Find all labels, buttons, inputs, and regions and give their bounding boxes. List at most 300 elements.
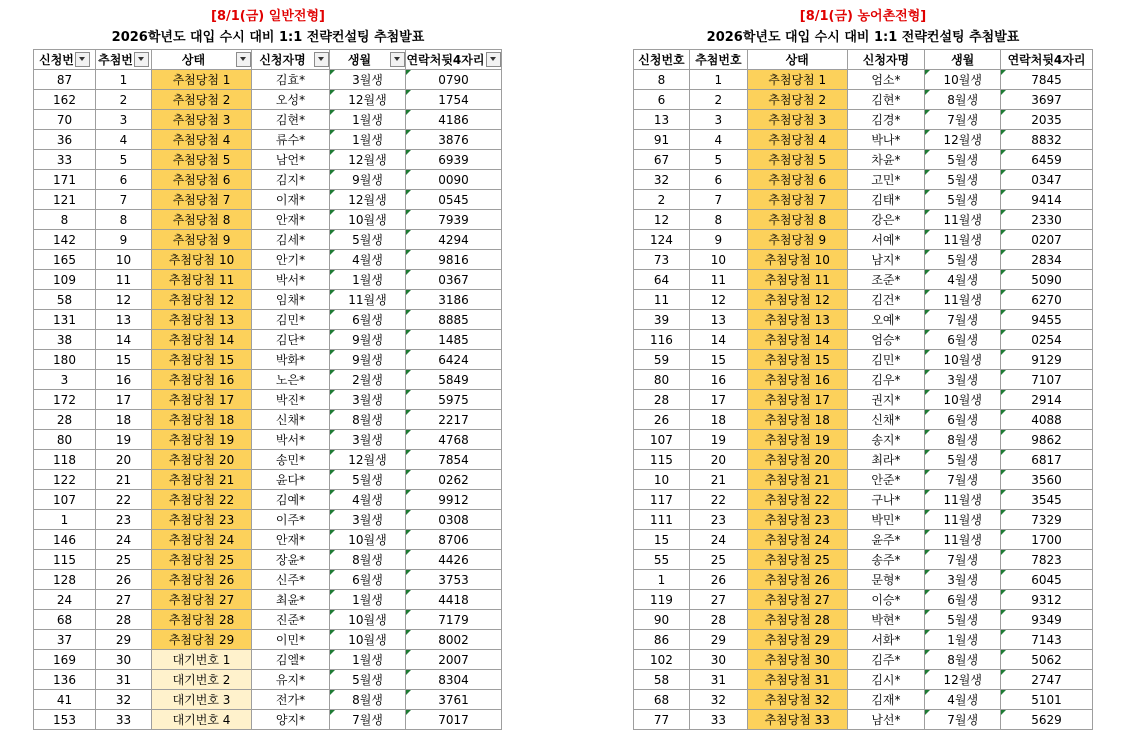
col-header[interactable]: 신청자명 — [252, 50, 330, 70]
birth-month-cell[interactable]: 10월생 — [925, 70, 1001, 90]
draw-no-cell[interactable]: 30 — [96, 650, 152, 670]
draw-no-cell[interactable]: 31 — [96, 670, 152, 690]
apply-no-cell[interactable]: 115 — [634, 450, 690, 470]
phone-last4-cell[interactable]: 5629 — [1001, 710, 1093, 730]
birth-month-cell[interactable]: 10월생 — [330, 530, 406, 550]
status-cell[interactable]: 추첨당첨 3 — [747, 110, 847, 130]
birth-month-cell[interactable]: 3월생 — [925, 570, 1001, 590]
phone-last4-cell[interactable]: 5849 — [406, 370, 502, 390]
applicant-name-cell[interactable]: 김민* — [847, 350, 925, 370]
draw-no-cell[interactable]: 19 — [689, 430, 747, 450]
status-cell[interactable]: 대기번호 3 — [152, 690, 252, 710]
birth-month-cell[interactable]: 7월생 — [925, 110, 1001, 130]
draw-no-cell[interactable]: 6 — [689, 170, 747, 190]
filter-dropdown-icon[interactable] — [390, 52, 405, 67]
phone-last4-cell[interactable]: 4088 — [1001, 410, 1093, 430]
applicant-name-cell[interactable]: 최라* — [847, 450, 925, 470]
filter-dropdown-icon[interactable] — [486, 52, 501, 67]
status-cell[interactable]: 추첨당첨 15 — [152, 350, 252, 370]
apply-no-cell[interactable]: 122 — [34, 470, 96, 490]
apply-no-cell[interactable]: 15 — [634, 530, 690, 550]
status-cell[interactable]: 추첨당첨 20 — [747, 450, 847, 470]
apply-no-cell[interactable]: 2 — [634, 190, 690, 210]
status-cell[interactable]: 추첨당첨 13 — [152, 310, 252, 330]
birth-month-cell[interactable]: 1월생 — [330, 110, 406, 130]
status-cell[interactable]: 추첨당첨 5 — [747, 150, 847, 170]
birth-month-cell[interactable]: 5월생 — [925, 450, 1001, 470]
status-cell[interactable]: 추첨당첨 21 — [747, 470, 847, 490]
apply-no-cell[interactable]: 33 — [34, 150, 96, 170]
status-cell[interactable]: 추첨당첨 9 — [152, 230, 252, 250]
applicant-name-cell[interactable]: 전가* — [252, 690, 330, 710]
draw-no-cell[interactable]: 20 — [689, 450, 747, 470]
apply-no-cell[interactable]: 107 — [634, 430, 690, 450]
status-cell[interactable]: 추첨당첨 7 — [747, 190, 847, 210]
birth-month-cell[interactable]: 3월생 — [330, 510, 406, 530]
draw-no-cell[interactable]: 25 — [96, 550, 152, 570]
draw-no-cell[interactable]: 23 — [689, 510, 747, 530]
applicant-name-cell[interactable]: 노은* — [252, 370, 330, 390]
status-cell[interactable]: 추첨당첨 4 — [152, 130, 252, 150]
applicant-name-cell[interactable]: 송주* — [847, 550, 925, 570]
apply-no-cell[interactable]: 86 — [634, 630, 690, 650]
phone-last4-cell[interactable]: 8304 — [406, 670, 502, 690]
apply-no-cell[interactable]: 68 — [634, 690, 690, 710]
sort-filter-icon[interactable] — [134, 52, 149, 67]
draw-no-cell[interactable]: 18 — [96, 410, 152, 430]
birth-month-cell[interactable]: 12월생 — [925, 130, 1001, 150]
apply-no-cell[interactable]: 8 — [634, 70, 690, 90]
birth-month-cell[interactable]: 10월생 — [925, 390, 1001, 410]
apply-no-cell[interactable]: 165 — [34, 250, 96, 270]
phone-last4-cell[interactable]: 9455 — [1001, 310, 1093, 330]
draw-no-cell[interactable]: 1 — [689, 70, 747, 90]
status-cell[interactable]: 추첨당첨 18 — [152, 410, 252, 430]
applicant-name-cell[interactable]: 강은* — [847, 210, 925, 230]
status-cell[interactable]: 추첨당첨 16 — [152, 370, 252, 390]
draw-no-cell[interactable]: 26 — [689, 570, 747, 590]
applicant-name-cell[interactable]: 박진* — [252, 390, 330, 410]
col-header[interactable]: 상태 — [152, 50, 252, 70]
birth-month-cell[interactable]: 10월생 — [330, 210, 406, 230]
draw-no-cell[interactable]: 22 — [689, 490, 747, 510]
draw-no-cell[interactable]: 19 — [96, 430, 152, 450]
apply-no-cell[interactable]: 3 — [34, 370, 96, 390]
draw-no-cell[interactable]: 26 — [96, 570, 152, 590]
status-cell[interactable]: 추첨당첨 3 — [152, 110, 252, 130]
phone-last4-cell[interactable]: 6459 — [1001, 150, 1093, 170]
status-cell[interactable]: 추첨당첨 8 — [747, 210, 847, 230]
status-cell[interactable]: 추첨당첨 7 — [152, 190, 252, 210]
phone-last4-cell[interactable]: 8706 — [406, 530, 502, 550]
phone-last4-cell[interactable]: 1700 — [1001, 530, 1093, 550]
status-cell[interactable]: 추첨당첨 5 — [152, 150, 252, 170]
applicant-name-cell[interactable]: 김재* — [847, 690, 925, 710]
applicant-name-cell[interactable]: 유지* — [252, 670, 330, 690]
col-header[interactable]: 연락처뒷4자리 — [406, 50, 502, 70]
phone-last4-cell[interactable]: 7179 — [406, 610, 502, 630]
applicant-name-cell[interactable]: 윤주* — [847, 530, 925, 550]
phone-last4-cell[interactable]: 7143 — [1001, 630, 1093, 650]
draw-no-cell[interactable]: 2 — [96, 90, 152, 110]
birth-month-cell[interactable]: 6월생 — [925, 330, 1001, 350]
birth-month-cell[interactable]: 6월생 — [330, 310, 406, 330]
status-cell[interactable]: 추첨당첨 4 — [747, 130, 847, 150]
birth-month-cell[interactable]: 5월생 — [925, 250, 1001, 270]
status-cell[interactable]: 추첨당첨 23 — [747, 510, 847, 530]
status-cell[interactable]: 추첨당첨 22 — [152, 490, 252, 510]
applicant-name-cell[interactable]: 서예* — [847, 230, 925, 250]
birth-month-cell[interactable]: 1월생 — [925, 630, 1001, 650]
status-cell[interactable]: 추첨당첨 26 — [747, 570, 847, 590]
status-cell[interactable]: 추첨당첨 25 — [747, 550, 847, 570]
birth-month-cell[interactable]: 1월생 — [330, 270, 406, 290]
status-cell[interactable]: 추첨당첨 33 — [747, 710, 847, 730]
applicant-name-cell[interactable]: 안재* — [252, 210, 330, 230]
phone-last4-cell[interactable]: 6817 — [1001, 450, 1093, 470]
status-cell[interactable]: 추첨당첨 14 — [152, 330, 252, 350]
birth-month-cell[interactable]: 12월생 — [330, 90, 406, 110]
status-cell[interactable]: 추첨당첨 11 — [152, 270, 252, 290]
phone-last4-cell[interactable]: 3545 — [1001, 490, 1093, 510]
draw-no-cell[interactable]: 10 — [689, 250, 747, 270]
apply-no-cell[interactable]: 28 — [34, 410, 96, 430]
birth-month-cell[interactable]: 1월생 — [330, 590, 406, 610]
apply-no-cell[interactable]: 36 — [34, 130, 96, 150]
status-cell[interactable]: 추첨당첨 19 — [152, 430, 252, 450]
birth-month-cell[interactable]: 8월생 — [330, 690, 406, 710]
birth-month-cell[interactable]: 11월생 — [925, 210, 1001, 230]
phone-last4-cell[interactable]: 7854 — [406, 450, 502, 470]
draw-no-cell[interactable]: 4 — [96, 130, 152, 150]
phone-last4-cell[interactable]: 0308 — [406, 510, 502, 530]
draw-no-cell[interactable]: 27 — [689, 590, 747, 610]
apply-no-cell[interactable]: 1 — [634, 570, 690, 590]
applicant-name-cell[interactable]: 문형* — [847, 570, 925, 590]
draw-no-cell[interactable]: 17 — [96, 390, 152, 410]
apply-no-cell[interactable]: 77 — [634, 710, 690, 730]
phone-last4-cell[interactable]: 8832 — [1001, 130, 1093, 150]
applicant-name-cell[interactable]: 이주* — [252, 510, 330, 530]
status-cell[interactable]: 추첨당첨 28 — [747, 610, 847, 630]
status-cell[interactable]: 추첨당첨 12 — [747, 290, 847, 310]
applicant-name-cell[interactable]: 안준* — [847, 470, 925, 490]
applicant-name-cell[interactable]: 김건* — [847, 290, 925, 310]
birth-month-cell[interactable]: 11월생 — [925, 290, 1001, 310]
birth-month-cell[interactable]: 5월생 — [925, 610, 1001, 630]
applicant-name-cell[interactable]: 구나* — [847, 490, 925, 510]
draw-no-cell[interactable]: 23 — [96, 510, 152, 530]
draw-no-cell[interactable]: 5 — [689, 150, 747, 170]
applicant-name-cell[interactable]: 김지* — [252, 170, 330, 190]
phone-last4-cell[interactable]: 4418 — [406, 590, 502, 610]
applicant-name-cell[interactable]: 고민* — [847, 170, 925, 190]
draw-no-cell[interactable]: 11 — [96, 270, 152, 290]
apply-no-cell[interactable]: 109 — [34, 270, 96, 290]
phone-last4-cell[interactable]: 2747 — [1001, 670, 1093, 690]
status-cell[interactable]: 추첨당첨 2 — [747, 90, 847, 110]
phone-last4-cell[interactable]: 2035 — [1001, 110, 1093, 130]
draw-no-cell[interactable]: 8 — [96, 210, 152, 230]
apply-no-cell[interactable]: 28 — [634, 390, 690, 410]
filter-dropdown-icon[interactable] — [314, 52, 329, 67]
status-cell[interactable]: 추첨당첨 23 — [152, 510, 252, 530]
draw-no-cell[interactable]: 12 — [96, 290, 152, 310]
phone-last4-cell[interactable]: 2330 — [1001, 210, 1093, 230]
birth-month-cell[interactable]: 7월생 — [330, 710, 406, 730]
status-cell[interactable]: 추첨당첨 10 — [152, 250, 252, 270]
status-cell[interactable]: 추첨당첨 12 — [152, 290, 252, 310]
applicant-name-cell[interactable]: 박화* — [252, 350, 330, 370]
applicant-name-cell[interactable]: 신주* — [252, 570, 330, 590]
apply-no-cell[interactable]: 90 — [634, 610, 690, 630]
applicant-name-cell[interactable]: 이민* — [252, 630, 330, 650]
apply-no-cell[interactable]: 124 — [634, 230, 690, 250]
apply-no-cell[interactable]: 24 — [34, 590, 96, 610]
birth-month-cell[interactable]: 9월생 — [330, 330, 406, 350]
phone-last4-cell[interactable]: 3753 — [406, 570, 502, 590]
applicant-name-cell[interactable]: 김현* — [252, 110, 330, 130]
status-cell[interactable]: 추첨당첨 17 — [152, 390, 252, 410]
status-cell[interactable]: 추첨당첨 27 — [747, 590, 847, 610]
apply-no-cell[interactable]: 32 — [634, 170, 690, 190]
applicant-name-cell[interactable]: 엄승* — [847, 330, 925, 350]
status-cell[interactable]: 추첨당첨 24 — [747, 530, 847, 550]
phone-last4-cell[interactable]: 7107 — [1001, 370, 1093, 390]
applicant-name-cell[interactable]: 엄소* — [847, 70, 925, 90]
apply-no-cell[interactable]: 8 — [34, 210, 96, 230]
draw-no-cell[interactable]: 33 — [96, 710, 152, 730]
birth-month-cell[interactable]: 4월생 — [330, 490, 406, 510]
birth-month-cell[interactable]: 10월생 — [330, 630, 406, 650]
phone-last4-cell[interactable]: 0367 — [406, 270, 502, 290]
draw-no-cell[interactable]: 27 — [96, 590, 152, 610]
apply-no-cell[interactable]: 80 — [34, 430, 96, 450]
applicant-name-cell[interactable]: 신채* — [252, 410, 330, 430]
status-cell[interactable]: 추첨당첨 1 — [152, 70, 252, 90]
apply-no-cell[interactable]: 10 — [634, 470, 690, 490]
status-cell[interactable]: 추첨당첨 1 — [747, 70, 847, 90]
applicant-name-cell[interactable]: 남선* — [847, 710, 925, 730]
draw-no-cell[interactable]: 32 — [96, 690, 152, 710]
apply-no-cell[interactable]: 13 — [634, 110, 690, 130]
birth-month-cell[interactable]: 3월생 — [925, 370, 1001, 390]
applicant-name-cell[interactable]: 김민* — [252, 310, 330, 330]
status-cell[interactable]: 추첨당첨 21 — [152, 470, 252, 490]
applicant-name-cell[interactable]: 김효* — [252, 70, 330, 90]
apply-no-cell[interactable]: 115 — [34, 550, 96, 570]
apply-no-cell[interactable]: 131 — [34, 310, 96, 330]
filter-dropdown-icon[interactable] — [236, 52, 251, 67]
apply-no-cell[interactable]: 58 — [34, 290, 96, 310]
applicant-name-cell[interactable]: 오성* — [252, 90, 330, 110]
birth-month-cell[interactable]: 4월생 — [925, 690, 1001, 710]
birth-month-cell[interactable]: 11월생 — [925, 510, 1001, 530]
birth-month-cell[interactable]: 12월생 — [330, 150, 406, 170]
birth-month-cell[interactable]: 5월생 — [925, 190, 1001, 210]
draw-no-cell[interactable]: 31 — [689, 670, 747, 690]
applicant-name-cell[interactable]: 이재* — [252, 190, 330, 210]
status-cell[interactable]: 추첨당첨 29 — [747, 630, 847, 650]
birth-month-cell[interactable]: 5월생 — [330, 230, 406, 250]
applicant-name-cell[interactable]: 김단* — [252, 330, 330, 350]
applicant-name-cell[interactable]: 서화* — [847, 630, 925, 650]
birth-month-cell[interactable]: 3월생 — [330, 430, 406, 450]
draw-no-cell[interactable]: 11 — [689, 270, 747, 290]
phone-last4-cell[interactable]: 6045 — [1001, 570, 1093, 590]
phone-last4-cell[interactable]: 0790 — [406, 70, 502, 90]
applicant-name-cell[interactable]: 송지* — [847, 430, 925, 450]
birth-month-cell[interactable]: 6월생 — [925, 410, 1001, 430]
applicant-name-cell[interactable]: 권지* — [847, 390, 925, 410]
birth-month-cell[interactable]: 3월생 — [330, 390, 406, 410]
birth-month-cell[interactable]: 7월생 — [925, 310, 1001, 330]
draw-no-cell[interactable]: 15 — [689, 350, 747, 370]
phone-last4-cell[interactable]: 1485 — [406, 330, 502, 350]
draw-no-cell[interactable]: 4 — [689, 130, 747, 150]
phone-last4-cell[interactable]: 9912 — [406, 490, 502, 510]
phone-last4-cell[interactable]: 3186 — [406, 290, 502, 310]
apply-no-cell[interactable]: 11 — [634, 290, 690, 310]
phone-last4-cell[interactable]: 8002 — [406, 630, 502, 650]
draw-no-cell[interactable]: 9 — [689, 230, 747, 250]
apply-no-cell[interactable]: 91 — [634, 130, 690, 150]
phone-last4-cell[interactable]: 9312 — [1001, 590, 1093, 610]
status-cell[interactable]: 추첨당첨 20 — [152, 450, 252, 470]
birth-month-cell[interactable]: 5월생 — [330, 470, 406, 490]
applicant-name-cell[interactable]: 김엘* — [252, 650, 330, 670]
applicant-name-cell[interactable]: 박서* — [252, 430, 330, 450]
birth-month-cell[interactable]: 8월생 — [330, 550, 406, 570]
applicant-name-cell[interactable]: 박민* — [847, 510, 925, 530]
col-header[interactable]: 추첨번 — [96, 50, 152, 70]
draw-no-cell[interactable]: 10 — [96, 250, 152, 270]
draw-no-cell[interactable]: 17 — [689, 390, 747, 410]
apply-no-cell[interactable]: 87 — [34, 70, 96, 90]
birth-month-cell[interactable]: 6월생 — [330, 570, 406, 590]
phone-last4-cell[interactable]: 3876 — [406, 130, 502, 150]
apply-no-cell[interactable]: 41 — [34, 690, 96, 710]
birth-month-cell[interactable]: 11월생 — [925, 490, 1001, 510]
applicant-name-cell[interactable]: 남언* — [252, 150, 330, 170]
apply-no-cell[interactable]: 64 — [634, 270, 690, 290]
status-cell[interactable]: 추첨당첨 16 — [747, 370, 847, 390]
phone-last4-cell[interactable]: 5975 — [406, 390, 502, 410]
phone-last4-cell[interactable]: 7823 — [1001, 550, 1093, 570]
apply-no-cell[interactable]: 67 — [634, 150, 690, 170]
apply-no-cell[interactable]: 59 — [634, 350, 690, 370]
birth-month-cell[interactable]: 11월생 — [330, 290, 406, 310]
apply-no-cell[interactable]: 6 — [634, 90, 690, 110]
applicant-name-cell[interactable]: 이승* — [847, 590, 925, 610]
draw-no-cell[interactable]: 14 — [689, 330, 747, 350]
apply-no-cell[interactable]: 171 — [34, 170, 96, 190]
applicant-name-cell[interactable]: 김우* — [847, 370, 925, 390]
status-cell[interactable]: 추첨당첨 24 — [152, 530, 252, 550]
birth-month-cell[interactable]: 2월생 — [330, 370, 406, 390]
phone-last4-cell[interactable]: 2834 — [1001, 250, 1093, 270]
birth-month-cell[interactable]: 6월생 — [925, 590, 1001, 610]
draw-no-cell[interactable]: 21 — [96, 470, 152, 490]
phone-last4-cell[interactable]: 6939 — [406, 150, 502, 170]
apply-no-cell[interactable]: 162 — [34, 90, 96, 110]
draw-no-cell[interactable]: 24 — [689, 530, 747, 550]
status-cell[interactable]: 추첨당첨 27 — [152, 590, 252, 610]
applicant-name-cell[interactable]: 진준* — [252, 610, 330, 630]
draw-no-cell[interactable]: 1 — [96, 70, 152, 90]
phone-last4-cell[interactable]: 7329 — [1001, 510, 1093, 530]
apply-no-cell[interactable]: 102 — [634, 650, 690, 670]
applicant-name-cell[interactable]: 조준* — [847, 270, 925, 290]
birth-month-cell[interactable]: 8월생 — [925, 430, 1001, 450]
draw-no-cell[interactable]: 29 — [96, 630, 152, 650]
phone-last4-cell[interactable]: 6270 — [1001, 290, 1093, 310]
birth-month-cell[interactable]: 3월생 — [330, 70, 406, 90]
apply-no-cell[interactable]: 12 — [634, 210, 690, 230]
phone-last4-cell[interactable]: 7845 — [1001, 70, 1093, 90]
apply-no-cell[interactable]: 1 — [34, 510, 96, 530]
apply-no-cell[interactable]: 37 — [34, 630, 96, 650]
draw-no-cell[interactable]: 5 — [96, 150, 152, 170]
applicant-name-cell[interactable]: 양지* — [252, 710, 330, 730]
phone-last4-cell[interactable]: 7939 — [406, 210, 502, 230]
birth-month-cell[interactable]: 4월생 — [330, 250, 406, 270]
birth-month-cell[interactable]: 11월생 — [925, 530, 1001, 550]
status-cell[interactable]: 대기번호 1 — [152, 650, 252, 670]
phone-last4-cell[interactable]: 0207 — [1001, 230, 1093, 250]
draw-no-cell[interactable]: 6 — [96, 170, 152, 190]
birth-month-cell[interactable]: 8월생 — [925, 90, 1001, 110]
apply-no-cell[interactable]: 121 — [34, 190, 96, 210]
apply-no-cell[interactable]: 39 — [634, 310, 690, 330]
applicant-name-cell[interactable]: 박현* — [847, 610, 925, 630]
applicant-name-cell[interactable]: 김경* — [847, 110, 925, 130]
apply-no-cell[interactable]: 117 — [634, 490, 690, 510]
status-cell[interactable]: 추첨당첨 8 — [152, 210, 252, 230]
apply-no-cell[interactable]: 119 — [634, 590, 690, 610]
birth-month-cell[interactable]: 1월생 — [330, 650, 406, 670]
birth-month-cell[interactable]: 11월생 — [925, 230, 1001, 250]
draw-no-cell[interactable]: 3 — [689, 110, 747, 130]
draw-no-cell[interactable]: 16 — [689, 370, 747, 390]
draw-no-cell[interactable]: 28 — [689, 610, 747, 630]
phone-last4-cell[interactable]: 0262 — [406, 470, 502, 490]
draw-no-cell[interactable]: 30 — [689, 650, 747, 670]
apply-no-cell[interactable]: 136 — [34, 670, 96, 690]
birth-month-cell[interactable]: 8월생 — [925, 650, 1001, 670]
draw-no-cell[interactable]: 24 — [96, 530, 152, 550]
draw-no-cell[interactable]: 3 — [96, 110, 152, 130]
phone-last4-cell[interactable]: 6424 — [406, 350, 502, 370]
draw-no-cell[interactable]: 7 — [689, 190, 747, 210]
applicant-name-cell[interactable]: 박나* — [847, 130, 925, 150]
birth-month-cell[interactable]: 12월생 — [925, 670, 1001, 690]
apply-no-cell[interactable]: 58 — [634, 670, 690, 690]
applicant-name-cell[interactable]: 김예* — [252, 490, 330, 510]
draw-no-cell[interactable]: 12 — [689, 290, 747, 310]
applicant-name-cell[interactable]: 차윤* — [847, 150, 925, 170]
apply-no-cell[interactable]: 55 — [634, 550, 690, 570]
status-cell[interactable]: 추첨당첨 32 — [747, 690, 847, 710]
status-cell[interactable]: 추첨당첨 2 — [152, 90, 252, 110]
phone-last4-cell[interactable]: 0254 — [1001, 330, 1093, 350]
applicant-name-cell[interactable]: 안기* — [252, 250, 330, 270]
status-cell[interactable]: 추첨당첨 18 — [747, 410, 847, 430]
apply-no-cell[interactable]: 73 — [634, 250, 690, 270]
status-cell[interactable]: 추첨당첨 14 — [747, 330, 847, 350]
draw-no-cell[interactable]: 33 — [689, 710, 747, 730]
apply-no-cell[interactable]: 146 — [34, 530, 96, 550]
